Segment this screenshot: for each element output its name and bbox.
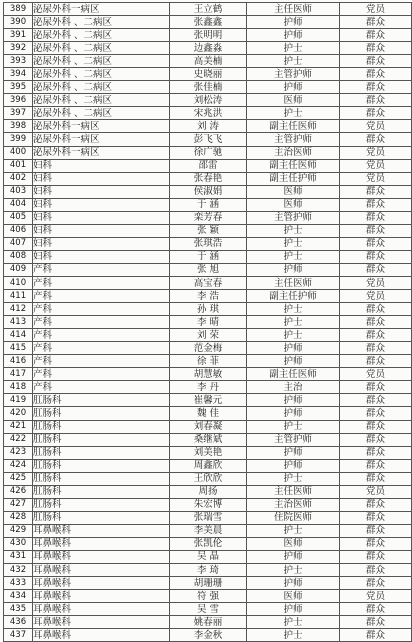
job-title-cell: 护师 <box>247 263 340 276</box>
row-number-cell: 393 <box>4 55 33 68</box>
job-title-cell: 护士 <box>247 524 340 537</box>
political-status-cell: 党员 <box>340 159 412 172</box>
job-title-cell: 护师 <box>247 29 340 42</box>
political-status-cell: 党员 <box>340 290 412 303</box>
department-cell: 妇科 <box>33 237 170 250</box>
political-status-cell: 党员 <box>340 485 412 498</box>
department-cell: 产科 <box>33 276 170 289</box>
row-number-cell: 432 <box>4 564 33 577</box>
row-number-cell: 392 <box>4 42 33 55</box>
job-title-cell: 副主任医师 <box>247 368 340 381</box>
political-status-cell: 群众 <box>340 407 412 420</box>
department-cell: 妇科 <box>33 185 170 198</box>
table-row <box>4 263 412 276</box>
table-row <box>4 537 412 550</box>
political-status-cell: 群众 <box>340 29 412 42</box>
name-cell: 张 颖 <box>170 224 247 237</box>
row-number-cell: 410 <box>4 276 33 289</box>
department-cell: 产科 <box>33 368 170 381</box>
department-cell: 产科 <box>33 381 170 394</box>
job-title-cell: 副主任护师 <box>247 172 340 185</box>
job-title-cell: 主任医师 <box>247 485 340 498</box>
job-title-cell: 护师 <box>247 550 340 563</box>
row-number-cell: 404 <box>4 198 33 211</box>
job-title-cell: 护师 <box>247 446 340 459</box>
table-row <box>4 42 412 55</box>
row-number-cell: 391 <box>4 29 33 42</box>
department-cell: 肛肠科 <box>33 459 170 472</box>
name-cell: 彭飞飞 <box>170 133 247 146</box>
political-status-cell: 群众 <box>340 224 412 237</box>
table-row <box>4 433 412 446</box>
political-status-cell: 群众 <box>340 381 412 394</box>
department-cell: 肛肠科 <box>33 420 170 433</box>
political-status-cell: 党员 <box>340 590 412 603</box>
job-title-cell: 护师 <box>247 16 340 29</box>
department-cell: 产科 <box>33 290 170 303</box>
political-status-cell: 群众 <box>340 211 412 224</box>
name-cell: 周扬 <box>170 485 247 498</box>
job-title-cell: 主管护师 <box>247 68 340 81</box>
department-cell: 产科 <box>33 342 170 355</box>
table-row <box>4 472 412 485</box>
name-cell: 李 晴 <box>170 316 247 329</box>
department-cell: 泌尿外科 、二病区 <box>33 42 170 55</box>
political-status-cell: 党员 <box>340 276 412 289</box>
row-number-cell: 420 <box>4 407 33 420</box>
table-row <box>4 290 412 303</box>
name-cell: 刘美艳 <box>170 446 247 459</box>
name-cell: 吴 雪 <box>170 603 247 616</box>
table-row <box>4 459 412 472</box>
row-number-cell: 427 <box>4 498 33 511</box>
job-title-cell: 副主任医师 <box>247 120 340 133</box>
department-cell: 肛肠科 <box>33 498 170 511</box>
political-status-cell: 群众 <box>340 250 412 263</box>
political-status-cell: 群众 <box>340 616 412 629</box>
row-number-cell: 399 <box>4 133 33 146</box>
job-title-cell: 副主任护师 <box>247 290 340 303</box>
political-status-cell: 党员 <box>340 120 412 133</box>
department-cell: 泌尿外科 、二病区 <box>33 55 170 68</box>
table-row <box>4 524 412 537</box>
table-row <box>4 329 412 342</box>
job-title-cell: 护师 <box>247 342 340 355</box>
political-status-cell: 群众 <box>340 394 412 407</box>
name-cell: 刘 荣 <box>170 329 247 342</box>
name-cell: 史晓丽 <box>170 68 247 81</box>
name-cell: 李金秋 <box>170 629 247 642</box>
table-row <box>4 224 412 237</box>
name-cell: 崔馨元 <box>170 394 247 407</box>
political-status-cell: 群众 <box>340 498 412 511</box>
table-row <box>4 55 412 68</box>
row-number-cell: 396 <box>4 94 33 107</box>
row-number-cell: 424 <box>4 459 33 472</box>
row-number-cell: 398 <box>4 120 33 133</box>
row-number-cell: 408 <box>4 250 33 263</box>
job-title-cell: 主任医师 <box>247 3 340 16</box>
job-title-cell: 护士 <box>247 42 340 55</box>
name-cell: 刘春凝 <box>170 420 247 433</box>
table-row <box>4 250 412 263</box>
political-status-cell: 群众 <box>340 629 412 642</box>
name-cell: 魏 佳 <box>170 407 247 420</box>
department-cell: 肛肠科 <box>33 472 170 485</box>
political-status-cell: 群众 <box>340 329 412 342</box>
table-row <box>4 16 412 29</box>
name-cell: 胡珊珊 <box>170 577 247 590</box>
table-row <box>4 355 412 368</box>
row-number-cell: 429 <box>4 524 33 537</box>
table-row <box>4 81 412 94</box>
row-number-cell: 421 <box>4 420 33 433</box>
table-row <box>4 342 412 355</box>
table-row <box>4 564 412 577</box>
political-status-cell: 群众 <box>340 237 412 250</box>
row-number-cell: 394 <box>4 68 33 81</box>
department-cell: 泌尿外科一病区 <box>33 120 170 133</box>
table-row <box>4 3 412 16</box>
row-number-cell: 426 <box>4 485 33 498</box>
row-number-cell: 403 <box>4 185 33 198</box>
table-row <box>4 629 412 642</box>
row-number-cell: 416 <box>4 355 33 368</box>
name-cell: 周鑫欣 <box>170 459 247 472</box>
row-number-cell: 437 <box>4 629 33 642</box>
job-title-cell: 主管护师 <box>247 133 340 146</box>
job-title-cell: 主任医师 <box>247 276 340 289</box>
department-cell: 产科 <box>33 355 170 368</box>
name-cell: 朱宏博 <box>170 498 247 511</box>
department-cell: 耳鼻喉科 <box>33 590 170 603</box>
name-cell: 张瑞雪 <box>170 511 247 524</box>
department-cell: 耳鼻喉科 <box>33 537 170 550</box>
department-cell: 产科 <box>33 329 170 342</box>
name-cell: 刘松涛 <box>170 94 247 107</box>
political-status-cell: 群众 <box>340 303 412 316</box>
name-cell: 张琪浩 <box>170 237 247 250</box>
row-number-cell: 419 <box>4 394 33 407</box>
department-cell: 耳鼻喉科 <box>33 564 170 577</box>
department-cell: 产科 <box>33 316 170 329</box>
table-row <box>4 211 412 224</box>
department-cell: 肛肠科 <box>33 511 170 524</box>
department-cell: 泌尿外科 、二病区 <box>33 81 170 94</box>
table-row <box>4 316 412 329</box>
name-cell: 张鑫鑫 <box>170 16 247 29</box>
political-status-cell: 群众 <box>340 342 412 355</box>
political-status-cell: 群众 <box>340 564 412 577</box>
table-row <box>4 146 412 159</box>
department-cell: 泌尿外科一病区 <box>33 3 170 16</box>
political-status-cell: 群众 <box>340 198 412 211</box>
job-title-cell: 护士 <box>247 329 340 342</box>
job-title-cell: 医师 <box>247 185 340 198</box>
table-row <box>4 107 412 120</box>
department-cell: 泌尿外科一病区 <box>33 133 170 146</box>
table-row <box>4 407 412 420</box>
department-cell: 肛肠科 <box>33 446 170 459</box>
row-number-cell: 405 <box>4 211 33 224</box>
table-row <box>4 590 412 603</box>
job-title-cell: 护士 <box>247 55 340 68</box>
name-cell: 张春艳 <box>170 172 247 185</box>
name-cell: 张佳楠 <box>170 81 247 94</box>
row-number-cell: 389 <box>4 3 33 16</box>
job-title-cell: 护师 <box>247 394 340 407</box>
political-status-cell: 党员 <box>340 172 412 185</box>
political-status-cell: 群众 <box>340 107 412 120</box>
political-status-cell: 群众 <box>340 420 412 433</box>
row-number-cell: 431 <box>4 550 33 563</box>
name-cell: 张 旭 <box>170 263 247 276</box>
row-number-cell: 436 <box>4 616 33 629</box>
name-cell: 栾芳春 <box>170 211 247 224</box>
political-status-cell: 群众 <box>340 133 412 146</box>
table-row <box>4 381 412 394</box>
row-number-cell: 411 <box>4 290 33 303</box>
political-status-cell: 群众 <box>340 55 412 68</box>
table-row <box>4 29 412 42</box>
row-number-cell: 417 <box>4 368 33 381</box>
department-cell: 泌尿外科 、二病区 <box>33 68 170 81</box>
political-status-cell: 群众 <box>340 550 412 563</box>
political-status-cell: 群众 <box>340 185 412 198</box>
name-cell: 边鑫淼 <box>170 42 247 55</box>
job-title-cell: 主治医师 <box>247 146 340 159</box>
department-cell: 肛肠科 <box>33 485 170 498</box>
job-title-cell: 医师 <box>247 537 340 550</box>
table-row <box>4 446 412 459</box>
department-cell: 泌尿外科 、二病区 <box>33 29 170 42</box>
political-status-cell: 群众 <box>340 459 412 472</box>
political-status-cell: 群众 <box>340 355 412 368</box>
department-cell: 泌尿外科 、二病区 <box>33 107 170 120</box>
name-cell: 徐 菲 <box>170 355 247 368</box>
table-row <box>4 616 412 629</box>
name-cell: 张明明 <box>170 29 247 42</box>
name-cell: 于 涵 <box>170 198 247 211</box>
row-number-cell: 401 <box>4 159 33 172</box>
table-row <box>4 420 412 433</box>
political-status-cell: 群众 <box>340 94 412 107</box>
table-row <box>4 550 412 563</box>
job-title-cell: 副主任医师 <box>247 159 340 172</box>
political-status-cell: 群众 <box>340 263 412 276</box>
department-cell: 肛肠科 <box>33 394 170 407</box>
name-cell: 符 强 <box>170 590 247 603</box>
political-status-cell: 党员 <box>340 368 412 381</box>
department-cell: 肛肠科 <box>33 433 170 446</box>
table-row <box>4 303 412 316</box>
job-title-cell: 护师 <box>247 459 340 472</box>
name-cell: 胡慧敏 <box>170 368 247 381</box>
political-status-cell: 群众 <box>340 42 412 55</box>
table-row <box>4 133 412 146</box>
job-title-cell: 医师 <box>247 94 340 107</box>
job-title-cell: 护士 <box>247 629 340 642</box>
department-cell: 妇科 <box>33 172 170 185</box>
table-row <box>4 498 412 511</box>
name-cell: 范金梅 <box>170 342 247 355</box>
department-cell: 妇科 <box>33 159 170 172</box>
name-cell: 孙 琪 <box>170 303 247 316</box>
name-cell: 侯淑娟 <box>170 185 247 198</box>
table-row <box>4 394 412 407</box>
name-cell: 吴 晶 <box>170 550 247 563</box>
table-row <box>4 368 412 381</box>
row-number-cell: 425 <box>4 472 33 485</box>
political-status-cell: 群众 <box>340 446 412 459</box>
name-cell: 邵雷 <box>170 159 247 172</box>
job-title-cell: 主管护师 <box>247 211 340 224</box>
table-row <box>4 276 412 289</box>
job-title-cell: 主管护师 <box>247 433 340 446</box>
department-cell: 产科 <box>33 303 170 316</box>
department-cell: 耳鼻喉科 <box>33 550 170 563</box>
row-number-cell: 397 <box>4 107 33 120</box>
name-cell: 高宝春 <box>170 276 247 289</box>
department-cell: 耳鼻喉科 <box>33 629 170 642</box>
job-title-cell: 护士 <box>247 420 340 433</box>
row-number-cell: 435 <box>4 603 33 616</box>
table-row <box>4 485 412 498</box>
row-number-cell: 412 <box>4 303 33 316</box>
job-title-cell: 护师 <box>247 81 340 94</box>
name-cell: 姚春丽 <box>170 616 247 629</box>
name-cell: 王立鹤 <box>170 3 247 16</box>
department-cell: 妇科 <box>33 250 170 263</box>
row-number-cell: 395 <box>4 81 33 94</box>
department-cell: 产科 <box>33 263 170 276</box>
job-title-cell: 主治 <box>247 381 340 394</box>
row-number-cell: 390 <box>4 16 33 29</box>
name-cell: 宋兆洪 <box>170 107 247 120</box>
row-number-cell: 413 <box>4 316 33 329</box>
row-number-cell: 418 <box>4 381 33 394</box>
row-number-cell: 409 <box>4 263 33 276</box>
political-status-cell: 群众 <box>340 68 412 81</box>
department-cell: 妇科 <box>33 198 170 211</box>
table-row <box>4 120 412 133</box>
political-status-cell: 群众 <box>340 433 412 446</box>
political-status-cell: 群众 <box>340 316 412 329</box>
department-cell: 妇科 <box>33 224 170 237</box>
row-number-cell: 415 <box>4 342 33 355</box>
row-number-cell: 423 <box>4 446 33 459</box>
row-number-cell: 406 <box>4 224 33 237</box>
name-cell: 王欣欣 <box>170 472 247 485</box>
political-status-cell: 党员 <box>340 3 412 16</box>
name-cell: 高美楠 <box>170 55 247 68</box>
job-title-cell: 护士 <box>247 316 340 329</box>
name-cell: 于 涵 <box>170 250 247 263</box>
department-cell: 泌尿外科 、二病区 <box>33 94 170 107</box>
table-row <box>4 603 412 616</box>
row-number-cell: 402 <box>4 172 33 185</box>
job-title-cell: 护士 <box>247 250 340 263</box>
political-status-cell: 群众 <box>340 511 412 524</box>
political-status-cell: 群众 <box>340 472 412 485</box>
department-cell: 泌尿外科一病区 <box>33 146 170 159</box>
job-title-cell: 医师 <box>247 590 340 603</box>
row-number-cell: 428 <box>4 511 33 524</box>
department-cell: 耳鼻喉科 <box>33 616 170 629</box>
name-cell: 李 丹 <box>170 381 247 394</box>
name-cell: 李美晨 <box>170 524 247 537</box>
political-status-cell: 群众 <box>340 603 412 616</box>
table-row <box>4 94 412 107</box>
row-number-cell: 430 <box>4 537 33 550</box>
name-cell: 徐广驰 <box>170 146 247 159</box>
political-status-cell: 群众 <box>340 81 412 94</box>
row-number-cell: 434 <box>4 590 33 603</box>
department-cell: 肛肠科 <box>33 407 170 420</box>
department-cell: 泌尿外科 、二病区 <box>33 16 170 29</box>
table-row <box>4 198 412 211</box>
job-title-cell: 护士 <box>247 472 340 485</box>
row-number-cell: 400 <box>4 146 33 159</box>
table-row <box>4 511 412 524</box>
job-title-cell: 护士 <box>247 224 340 237</box>
department-cell: 妇科 <box>33 211 170 224</box>
department-cell: 耳鼻喉科 <box>33 524 170 537</box>
table-row <box>4 185 412 198</box>
name-cell: 桑继斌 <box>170 433 247 446</box>
job-title-cell: 护士 <box>247 616 340 629</box>
job-title-cell: 护师 <box>247 407 340 420</box>
department-cell: 耳鼻喉科 <box>33 577 170 590</box>
row-number-cell: 414 <box>4 329 33 342</box>
department-cell: 耳鼻喉科 <box>33 603 170 616</box>
job-title-cell: 医师 <box>247 198 340 211</box>
name-cell: 刘 涛 <box>170 120 247 133</box>
table-row <box>4 237 412 250</box>
political-status-cell: 群众 <box>340 16 412 29</box>
table-row <box>4 68 412 81</box>
job-title-cell: 护士 <box>247 303 340 316</box>
political-status-cell: 群众 <box>340 577 412 590</box>
name-cell: 李 琦 <box>170 564 247 577</box>
table-row <box>4 159 412 172</box>
job-title-cell: 住院医师 <box>247 511 340 524</box>
job-title-cell: 护士 <box>247 237 340 250</box>
job-title-cell: 主治医师 <box>247 498 340 511</box>
political-status-cell: 党员 <box>340 146 412 159</box>
staff-roster-table <box>3 2 412 642</box>
roster-body <box>4 3 412 642</box>
name-cell: 李 浩 <box>170 290 247 303</box>
table-row <box>4 172 412 185</box>
job-title-cell: 护士 <box>247 107 340 120</box>
political-status-cell: 群众 <box>340 537 412 550</box>
job-title-cell: 护师 <box>247 355 340 368</box>
job-title-cell: 护师 <box>247 577 340 590</box>
table-row <box>4 577 412 590</box>
job-title-cell: 护师 <box>247 603 340 616</box>
row-number-cell: 407 <box>4 237 33 250</box>
row-number-cell: 433 <box>4 577 33 590</box>
row-number-cell: 422 <box>4 433 33 446</box>
job-title-cell: 护士 <box>247 564 340 577</box>
political-status-cell: 群众 <box>340 524 412 537</box>
name-cell: 张凯伦 <box>170 537 247 550</box>
